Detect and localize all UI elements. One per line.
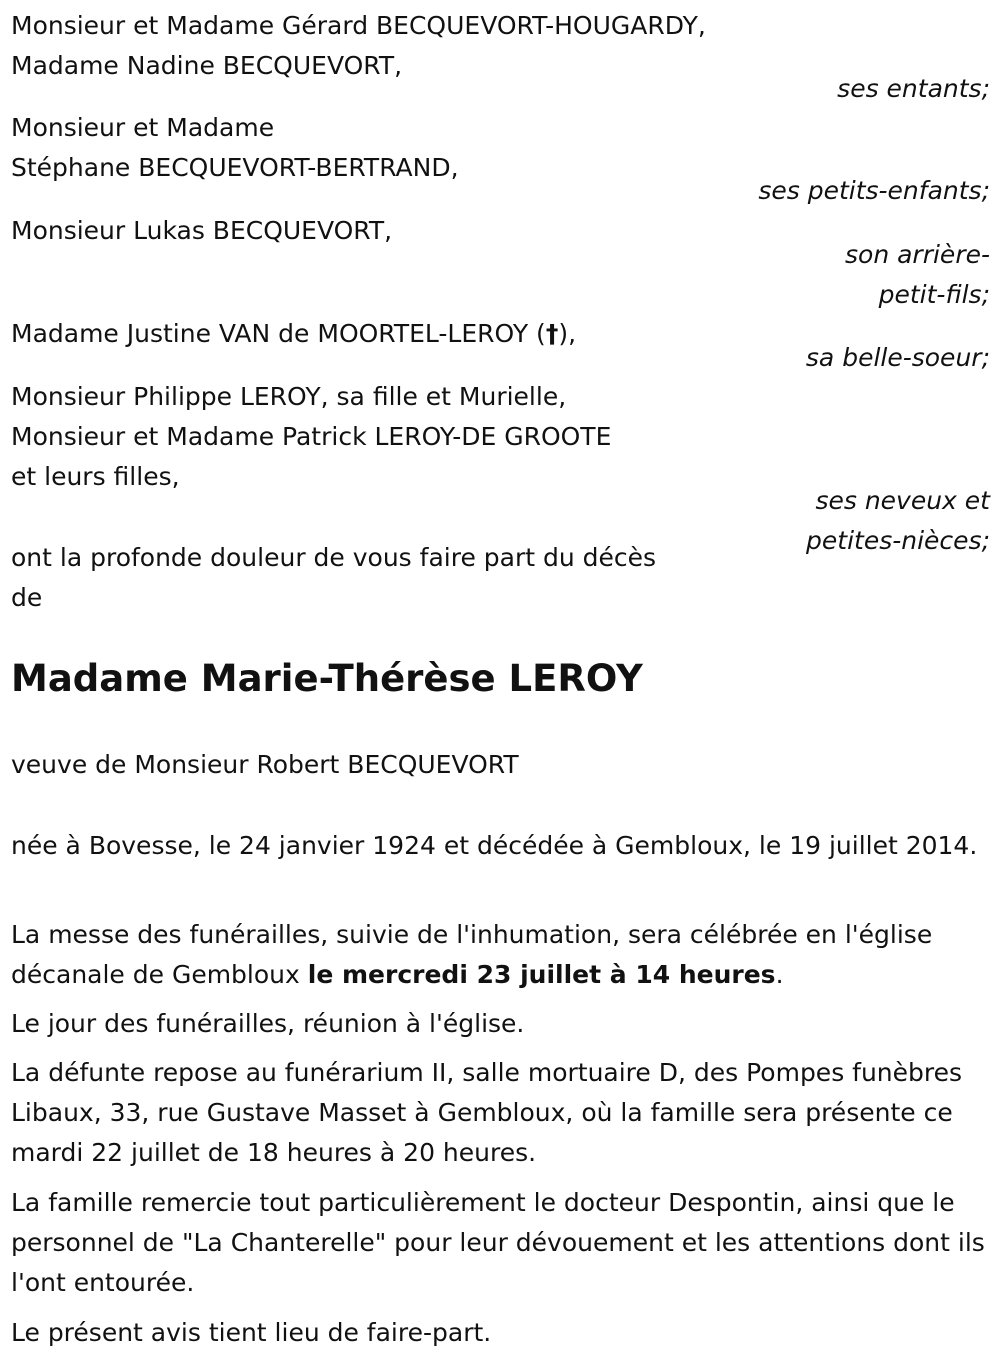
relation-children: ses entants; xyxy=(837,74,990,103)
funeral-date: le mercredi 23 juillet à 14 heures xyxy=(307,960,776,989)
paragraph-rest: La défunte repose au funérarium II, salle mortuaire D, des Pompes funèbres Libaux, 33, rue Gustave Masset à Gembloux, où la famille sera présente ce mardi 22 juillet de 18 heures à 20 heures. xyxy=(11,1058,963,1167)
funeral-text: La messe des funérailles, suivie de l'inhumation, sera célébrée en l'église décanale de Gembloux xyxy=(11,920,933,989)
relation-great-grandson-line-1: son arrière- xyxy=(845,240,990,269)
family-nephews-line-3: et leurs filles, xyxy=(11,462,180,491)
paragraph-closing: Le présent avis tient lieu de faire-part. xyxy=(11,1318,492,1347)
sister-in-law-suffix: ), xyxy=(558,319,577,348)
family-children-line-1: Monsieur et Madame Gérard BECQUEVORT-HOUGARDY, xyxy=(11,11,706,40)
paragraph-birth-death: née à Bovesse, le 24 janvier 1924 et décédée à Gembloux, le 19 juillet 2014. xyxy=(11,831,978,860)
family-nephews-line-1: Monsieur Philippe LEROY, sa fille et Murielle, xyxy=(11,382,567,411)
funeral-end: . xyxy=(775,960,784,989)
family-sister-in-law-line xyxy=(11,314,576,354)
family-grandchildren-line-1: Monsieur et Madame xyxy=(11,113,275,142)
family-nephews-line-2: Monsieur et Madame Patrick LEROY-DE GROOTE xyxy=(11,422,612,451)
announcement-line-1: ont la profonde douleur de vous faire part du décès xyxy=(11,543,657,572)
family-children-line-2: Madame Nadine BECQUEVORT, xyxy=(11,51,403,80)
sister-in-law-name: Madame Justine VAN de MOORTEL-LEROY ( xyxy=(11,319,546,348)
announcement-line-2: de xyxy=(11,583,43,612)
paragraph-funeral xyxy=(11,915,989,995)
family-grandchildren-line-2: Stéphane BECQUEVORT-BERTRAND, xyxy=(11,153,459,182)
relation-sister-in-law: sa belle-soeur; xyxy=(805,343,990,372)
relation-nephews-line-1: ses neveux et xyxy=(815,486,990,515)
paragraph-meeting: Le jour des funérailles, réunion à l'église. xyxy=(11,1009,525,1038)
family-great-grandson-line: Monsieur Lukas BECQUEVORT, xyxy=(11,216,393,245)
paragraph-thanks: La famille remercie tout particulièrement le docteur Despontin, ainsi que le personnel de "La Chanterelle" pour leur dévouement et les attentions dont ils l'ont entourée. xyxy=(11,1188,985,1297)
deceased-name: Madame Marie-Thérèse LEROY xyxy=(11,657,643,700)
relation-grandchildren: ses petits-enfants; xyxy=(758,176,990,205)
relation-great-grandson-line-2: petit-fils; xyxy=(878,280,990,309)
cross-icon: † xyxy=(545,319,559,348)
widow-of: veuve de Monsieur Robert BECQUEVORT xyxy=(11,750,519,779)
relation-nephews-line-2: petites-nièces; xyxy=(806,526,990,555)
